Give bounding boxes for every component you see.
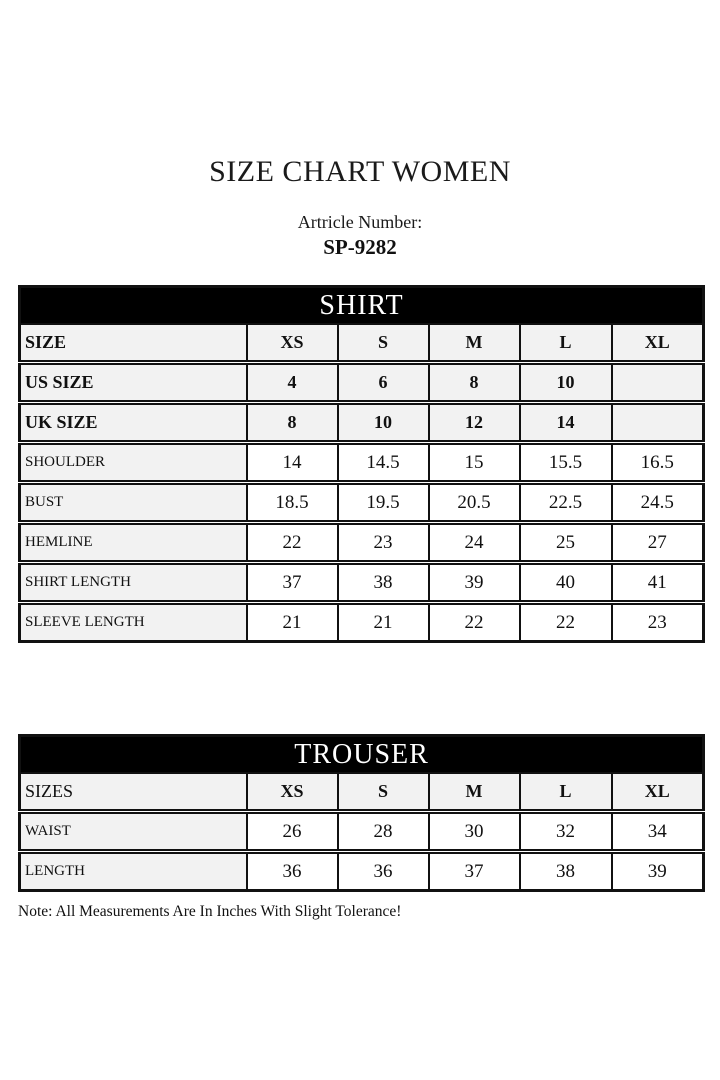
value-cell: 41 [612,563,704,603]
table-header-band-row [20,287,704,325]
value-cell: 22 [429,603,520,642]
size-cell: S [338,773,429,812]
article-number-value: SP-9282 [323,235,397,259]
table-row [20,523,704,563]
size-cell: L [520,324,612,363]
size-cell: S [338,324,429,363]
value-cell: 32 [520,812,612,852]
row-label-cell: UK SIZE [20,403,247,443]
measurement-note: Note: All Measurements Are In Inches With Slight Tolerance! [18,903,402,920]
size-cell: L [520,773,612,812]
trouser-table-title: TROUSER [20,736,704,774]
size-cell: XS [247,324,338,363]
size-cell: XL [612,324,704,363]
value-cell: 21 [247,603,338,642]
value-cell: 39 [612,852,704,891]
row-label-cell: LENGTH [20,852,247,891]
trouser-size-table [18,734,705,892]
value-cell: 19.5 [338,483,429,523]
value-cell: 22 [247,523,338,563]
value-cell: 23 [612,603,704,642]
size-cell: 6 [338,363,429,403]
table-row [20,812,704,852]
value-cell: 23 [338,523,429,563]
row-label-cell: WAIST [20,812,247,852]
size-cell: 12 [429,403,520,443]
value-cell: 21 [338,603,429,642]
table-row [20,603,704,642]
article-number-label: Artricle Number: [297,212,423,232]
size-cell: 10 [520,363,612,403]
value-cell: 24 [429,523,520,563]
value-cell: 18.5 [247,483,338,523]
value-cell: 39 [429,563,520,603]
value-cell: 24.5 [612,483,704,523]
value-cell: 37 [429,852,520,891]
value-cell: 36 [247,852,338,891]
table-row [20,443,704,483]
size-cell: 8 [429,363,520,403]
table-row [20,563,704,603]
row-label-cell: SIZES [20,773,247,812]
row-label-cell: SLEEVE LENGTH [20,603,247,642]
value-cell: 14.5 [338,443,429,483]
table-row [20,403,704,443]
value-cell: 22 [520,603,612,642]
row-label-cell: HEMLINE [20,523,247,563]
value-cell: 14 [247,443,338,483]
shirt-table-title: SHIRT [20,287,704,325]
value-cell: 40 [520,563,612,603]
table-row [20,483,704,523]
table-row [20,363,704,403]
table-row [20,852,704,891]
page-title: SIZE CHART WOMEN [209,155,511,188]
value-cell: 22.5 [520,483,612,523]
value-cell: 28 [338,812,429,852]
value-cell: 38 [338,563,429,603]
value-cell: 15.5 [520,443,612,483]
value-cell: 26 [247,812,338,852]
table-row [20,324,704,363]
row-label-cell: US SIZE [20,363,247,403]
row-label-cell: SHOULDER [20,443,247,483]
size-cell: 14 [520,403,612,443]
row-label-cell: SHIRT LENGTH [20,563,247,603]
size-cell: XS [247,773,338,812]
table-header-band-row [20,736,704,774]
size-cell: M [429,773,520,812]
size-cell [612,363,704,403]
row-label-cell: BUST [20,483,247,523]
size-cell: 4 [247,363,338,403]
value-cell: 16.5 [612,443,704,483]
value-cell: 36 [338,852,429,891]
value-cell: 25 [520,523,612,563]
size-cell [612,403,704,443]
table-row [20,773,704,812]
value-cell: 20.5 [429,483,520,523]
shirt-size-table [18,285,705,643]
size-cell: XL [612,773,704,812]
value-cell: 34 [612,812,704,852]
value-cell: 37 [247,563,338,603]
value-cell: 27 [612,523,704,563]
size-cell: 8 [247,403,338,443]
size-cell: M [429,324,520,363]
size-cell: 10 [338,403,429,443]
row-label-cell: SIZE [20,324,247,363]
value-cell: 15 [429,443,520,483]
value-cell: 30 [429,812,520,852]
value-cell: 38 [520,852,612,891]
